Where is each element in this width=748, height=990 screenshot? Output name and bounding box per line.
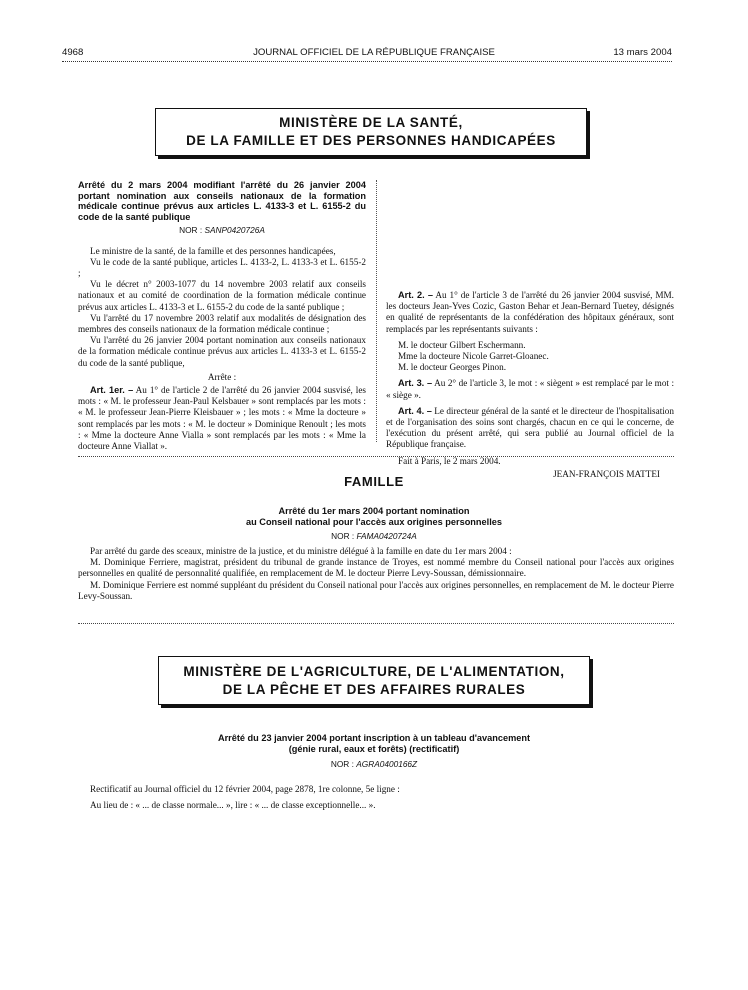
decree-paragraph: Vu l'arrêté du 17 novembre 2003 relatif aux modalités de désignation des membres des conseils nationaux de la formation médicale continue ;: [78, 312, 366, 334]
member-item: M. le docteur Gilbert Eschermann.: [398, 339, 526, 350]
ministry-line-2: DE LA PÊCHE ET DES AFFAIRES RURALES: [222, 681, 526, 697]
journal-title: JOURNAL OFFICIEL DE LA RÉPUBLIQUE FRANÇAISE: [253, 47, 495, 58]
ministry-line-1: MINISTÈRE DE L'AGRICULTURE, DE L'ALIMENTATION,: [183, 663, 565, 679]
article-3-label: Art. 3. –: [398, 378, 433, 389]
article-2-label: Art. 2. –: [398, 290, 433, 300]
famille-paragraph: Par arrêté du garde des sceaux, ministre de la justice, et du ministre délégué à la famille en date du 1er mars 2004 :: [90, 546, 512, 556]
arrete-line: Arrête :: [207, 371, 237, 382]
famille-title-line-2: au Conseil national pour l'accès aux origines personnelles: [246, 516, 502, 527]
header-rule: [62, 61, 672, 62]
section-separator: [78, 623, 674, 624]
agri-paragraph: Rectificatif au Journal officiel du 12 février 2004, page 2878, 1re colonne, 5e ligne :: [90, 784, 400, 794]
article-4-label: Art. 4. –: [398, 405, 432, 416]
member-item: Mme la docteure Nicole Garret-Gloanec.: [398, 351, 549, 362]
article-3-text: Au 2° de l'article 3, le mot : « siègent » est remplacé par le mot : « siège ».: [386, 378, 675, 400]
nor-code: AGRA0400166Z: [356, 759, 418, 769]
article-1: [78, 385, 366, 452]
done-at: Fait à Paris, le 2 mars 2004.: [398, 455, 501, 466]
decree-paragraph: Vu le décret n° 2003-1077 du 14 novembre 2003 relatif aux conseils nationaux et au comité de coordination de la formation médicale continue prévus aux articles L. 4133-3 et L. 6155-2 du code de la santé publique ;: [78, 279, 366, 312]
decree-paragraph: Le ministre de la santé, de la famille et des personnes handicapées,: [90, 245, 336, 256]
famille-paragraph: M. Dominique Ferriere est nommé suppléant du président du Conseil national pour l'accès aux origines personnelles, en remplacement de M. le docteur Pierre Levy-Soussan.: [78, 579, 674, 601]
agri-decree-title: [0, 733, 748, 754]
article-2-text: Au 1° de l'article 3 de l'arrêté du 26 janvier 2004 susvisé, MM. les docteurs Jean-Yves Cozic, Gaston Behar et Jean-Bernard Tuetey, désignés en qualité de représentants de la confédération des hôpitaux généraux, sont remplacés par les représentants suivants :: [386, 290, 674, 334]
ministry-box-health: [155, 108, 587, 156]
agri-paragraph: Au lieu de : « ... de classe normale... », lire : « ... de classe exceptionnelle... ».: [90, 800, 376, 810]
article-2: [386, 290, 674, 335]
nor-code: SANP0420726A: [204, 225, 265, 236]
decree-title: Arrêté du 2 mars 2004 modifiant l'arrêté du 26 janvier 2004 portant nomination aux conseils nationaux de la formation médicale continue prévus aux articles L. 4133-3 et L. 6155-2 du code de la santé publique: [78, 180, 366, 222]
famille-nor: [0, 531, 748, 541]
header-date: 13 mars 2004: [613, 47, 672, 58]
article-1-text: Au 1° de l'article 2 de l'arrêté du 26 janvier 2004 susvisé, les mots : « M. le professeur Jean-Paul Kelsbauer » sont remplacés par les mots : « M. le professeur Jean-Pierre Kleisbauer » ; les mots : « Mme la docteure » sont remplacés par les mots : « M. le docteur » Dominique Renoult ; les mots : « Mme la docteure Anne Vialla » sont remplacés par les mots : « Mme la docteure Anne Viallat ».: [78, 385, 367, 452]
famille-paragraph: M. Dominique Ferriere, magistrat, président du tribunal de grande instance de Troyes, est nommé membre du Conseil national pour l'accès aux origines personnelles en qualité de personnalité qualifiée, en remplacement de M. le docteur Pierre Levy-Soussan, démissionnaire.: [78, 557, 674, 579]
decree-paragraph: Vu le code de la santé publique, articles L. 4133-2, L. 4133-3 et L. 6155-2 ;: [78, 256, 366, 278]
ministry-box-agriculture: [158, 656, 590, 705]
agri-nor: [0, 759, 748, 769]
agri-title-line-2: (génie rural, eaux et forêts) (rectificatif): [288, 743, 460, 754]
ministry-line-2: DE LA FAMILLE ET DES PERSONNES HANDICAPÉES: [186, 133, 556, 148]
famille-body: [78, 546, 674, 602]
member-item: M. le docteur Georges Pinon.: [398, 362, 507, 373]
decree-paragraph: Vu l'arrêté du 26 janvier 2004 portant nomination aux conseils nationaux de la formation médicale continue prévus aux articles L. 4133-3 et L. 6155-2 du code de la santé publique,: [78, 335, 366, 368]
page-number: 4968: [62, 47, 84, 58]
column-separator: [376, 180, 377, 442]
section-heading-famille: FAMILLE: [344, 474, 404, 489]
decree-left-column: [78, 180, 366, 452]
famille-title-line-1: Arrêté du 1er mars 2004 portant nomination: [278, 506, 470, 516]
nor-code: FAMA0420724A: [356, 531, 417, 541]
decree-right-column: [386, 290, 674, 480]
article-4: [386, 406, 674, 451]
section-separator: [78, 456, 674, 457]
nor-label: NOR :: [179, 225, 203, 236]
agri-body: [78, 781, 674, 813]
article-3: [386, 378, 674, 400]
signature: JEAN-FRANÇOIS MATTEI: [553, 468, 660, 479]
famille-decree-title: [0, 506, 748, 527]
article-4-text: Le directeur général de la santé et le directeur de l'hospitalisation et de l'organisation des soins sont chargés, chacun en ce qui le concerne, de l'exécution du présent arrêté, qui sera publié au Journal officiel de la République française.: [386, 405, 674, 450]
ministry-line-1: MINISTÈRE DE LA SANTÉ,: [279, 115, 463, 130]
agri-title-line-1: Arrêté du 23 janvier 2004 portant inscription à un tableau d'avancement: [217, 733, 531, 743]
article-1-label: Art. 1er. –: [90, 385, 134, 396]
nor-label: NOR :: [331, 531, 355, 541]
nor-label: NOR :: [330, 759, 354, 769]
decree-nor: [78, 225, 366, 236]
